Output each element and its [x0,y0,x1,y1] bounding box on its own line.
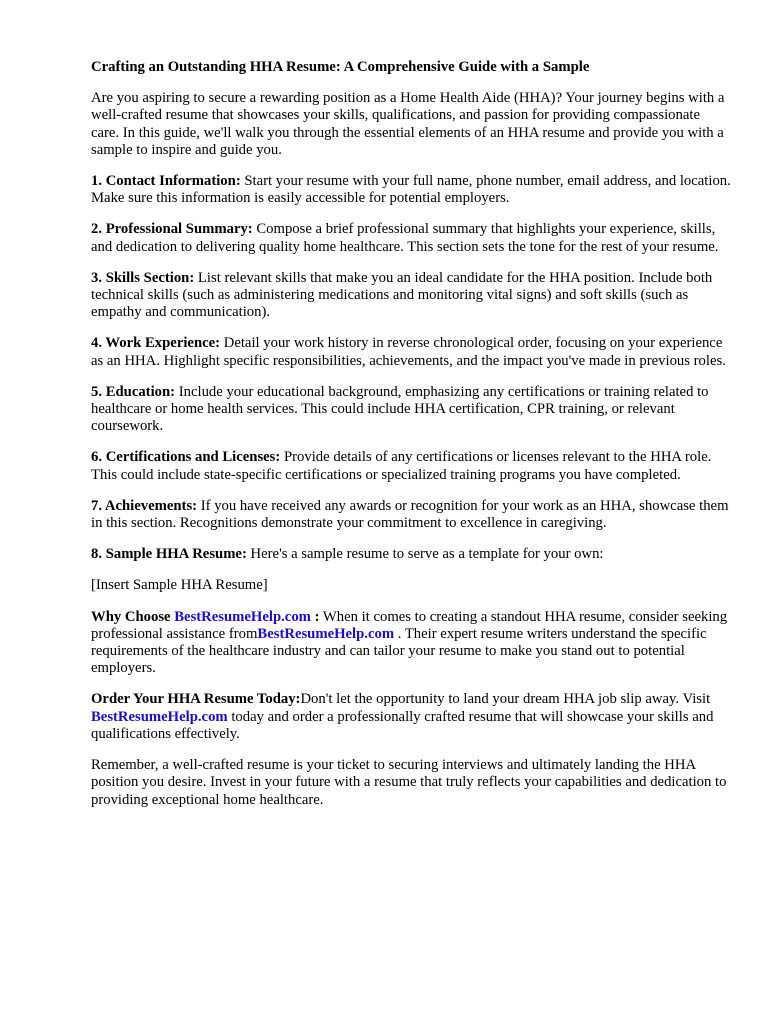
section-text: Include your educational background, emphasizing any certifications or training related to healthcare or home health services. This could include HHA certification, CPR training, or relevant coursework. [91,383,709,435]
order-text-1: Don't let the opportunity to land your dream HHA job slip away. Visit [300,691,711,708]
why-choose-paragraph [91,609,731,678]
section-work-experience [91,335,731,369]
section-text: Compose a brief professional summary that highlights your experience, skills, and dedication to delivering quality home healthcare. This section sets the tone for the rest of your resume. [91,221,719,255]
section-text: If you have received any awards or recognition for your work as an HHA, showcase them in this section. Recognitions demonstrate your commitment to excellence in caregiving. [91,497,729,532]
section-skills [91,270,731,322]
section-heading: 5. Education: [91,383,176,400]
section-text: Provide details of any certifications or licenses relevant to the HHA role. This could include state-specific certifications or specialized training programs you have completed. [91,449,712,483]
section-certifications [91,449,731,483]
why-choose-heading-suffix: : [310,608,320,625]
why-choose-heading-prefix: Why Choose [91,608,175,625]
sample-resume-placeholder: [Insert Sample HHA Resume] [91,577,268,594]
section-heading: 6. Certifications and Licenses: [91,449,281,466]
document-title: Crafting an Outstanding HHA Resume: A Comprehensive Guide with a Sample [91,59,590,75]
section-text: Start your resume with your full name, phone number, email address, and location. Make sure this information is easily accessible for potential employers. [91,173,731,207]
bestresumehelp-inline-link[interactable]: BestResumeHelp.com [257,625,395,642]
section-text: Detail your work history in reverse chronological order, focusing on your experience as an HHA. Highlight specific responsibilities, achievements, and the impact you've made in previous roles. [91,335,726,369]
order-paragraph [91,691,731,743]
bestresumehelp-heading-link[interactable]: BestResumeHelp.com [174,608,311,625]
section-heading: 3. Skills Section: [91,269,195,286]
section-education [91,384,731,436]
section-professional-summary [91,221,731,255]
order-heading: Order Your HHA Resume Today: [91,691,301,708]
section-heading: 4. Work Experience: [91,335,221,352]
intro-paragraph: Are you aspiring to secure a rewarding position as a Home Health Aide (HHA)? Your journey begins with a well-crafted resume that showcases your skills, qualifications, and passion for providing compassionate care. In this guide, we'll walk you through the essential elements of an HHA resume and provide you with a sample to inspire and guide you. [91,90,725,158]
section-text: Here's a sample resume to serve as a template for your own: [246,546,604,563]
document-page [91,59,731,823]
section-heading: 1. Contact Information: [91,173,241,190]
why-choose-text-1: When it comes to creating a standout HHA resume, consider seeking professional assistance from [91,608,728,642]
section-text: List relevant skills that make you an ideal candidate for the HHA position. Include both technical skills (such as administering medications and monitoring vital signs) and soft skills (such as empathy and communication). [91,269,713,321]
section-heading: 2. Professional Summary: [91,221,253,238]
section-heading: 7. Achievements: [91,497,198,514]
section-achievements [91,498,731,532]
section-sample-resume [91,546,731,563]
section-contact-information [91,173,731,207]
section-heading: 8. Sample HHA Resume: [91,546,247,563]
bestresumehelp-order-link[interactable]: BestResumeHelp.com [91,708,228,725]
why-choose-text-2: . Their expert resume writers understand the specific requirements of the healthcare industry and can tailor your resume to make you stand out to potential employers. [91,625,707,677]
closing-paragraph: Remember, a well-crafted resume is your ticket to securing interviews and ultimately landing the HHA position you desire. Invest in your future with a resume that truly reflects your capabilities and dedication to providing exceptional home healthcare. [91,757,727,808]
order-text-2: today and order a professionally crafted resume that will showcase your skills and qualifications effectively. [91,708,714,742]
